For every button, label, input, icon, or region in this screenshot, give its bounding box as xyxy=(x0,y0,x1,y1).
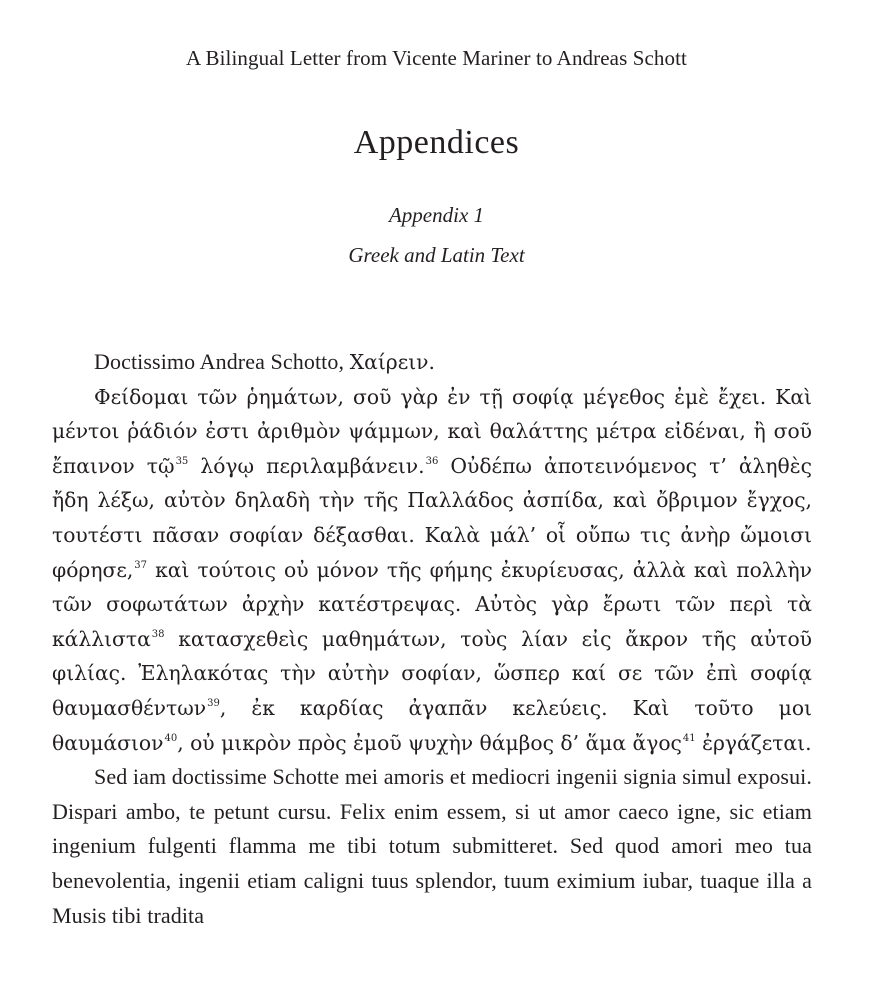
greek-text: Οὐδέπω ἀποτεινόμενος τ’ ἀληθὲς ἤδη λέξω, αὐτὸν δηλαδὴ τὴν τῆς Παλλάδος ἀσπίδα, καὶ ὄβριμον ἔγχος, τουτέστι πᾶσαν σοφίαν δέξασθαι. Καλὰ μάλ’ οἷ οὔπω τις ἀνὴρ ὤμοισι φόρησε, xyxy=(52,453,812,582)
letter-body xyxy=(52,345,812,933)
footnote-ref-41[interactable]: 41 xyxy=(682,732,696,744)
greek-text: Φείδομαι τῶν ῥημάτων, σοῦ γὰρ ἐν τῇ σοφίᾳ μέγεθος ἐμὲ ἔχει. Καὶ μέντοι ῥάδιόν ἐστι ἀριθμὸν ψάμμων, καὶ θαλάττης μέτρα εἰδέναι, ἢ σοῦ ἔπαινον τῷ xyxy=(52,384,812,478)
appendix-label: Appendix 1 xyxy=(388,203,485,227)
salutation-latin: Doctissimo Andrea Schotto, xyxy=(94,349,350,374)
greek-text: , ἐκ καρδίας ἀγαπᾶν κελεύεις. Καὶ τοῦτο μοι θαυμάσιον xyxy=(52,695,812,755)
footnote-ref-38[interactable]: 38 xyxy=(151,628,165,640)
greek-text: καὶ τούτοις οὐ μόνον τῆς φήμης ἐκυρίευσας, ἀλλὰ καὶ πολλὴν τῶν σοφωτάτων ἀρχὴν κατέστρεψας. Αὐτὸς γὰρ ἔρωτι τῶν περὶ τὰ κάλλιστα xyxy=(52,557,812,651)
latin-paragraph: Sed iam doctissime Schotte mei amoris et mediocri ingenii signia simul exposui. Dispari ambo, te petunt cursu. Felix enim essem, si ut amor caeco igne, sic etiam ingenium fulgenti flamma me tibi totum submitteret. Sed quod amori meo tua benevolentia, ingenii etiam caligni tuus splendor, tuum eximium iubar, tuaque illa a Musis tibi tradita xyxy=(52,764,812,928)
greek-text: κατασχεθεὶς μαθημάτων, τοὺς λίαν εἰς ἄκρον τῆς αὐτοῦ φιλίας. Ἐληλακότας τὴν αὐτὴν σοφίαν, ὥσπερ καί σε τῶν ἐπὶ σοφίᾳ θαυμασθέντων xyxy=(52,626,812,720)
appendix-subtitle: Greek and Latin Text xyxy=(348,243,525,267)
section-title: Appendices xyxy=(353,124,520,161)
footnote-ref-36[interactable]: 36 xyxy=(425,455,439,467)
footnote-ref-39[interactable]: 39 xyxy=(207,697,220,709)
greek-text: ἐργάζεται. xyxy=(695,730,812,755)
greek-text: λόγῳ περιλαμβάνειν. xyxy=(188,453,425,478)
footnote-ref-35[interactable]: 35 xyxy=(175,455,189,467)
greek-text: , οὐ μικρὸν πρὸς ἐμοῦ ψυχὴν θάμβος δ’ ἅμα ἄγος xyxy=(177,730,682,755)
greek-paragraph xyxy=(52,380,812,761)
salutation-greek: Χαίρειν. xyxy=(349,350,435,374)
footnote-ref-37[interactable]: 37 xyxy=(134,559,148,571)
salutation xyxy=(52,345,812,380)
running-head: A Bilingual Letter from Vicente Mariner to Andreas Schott xyxy=(186,46,687,70)
footnote-ref-40[interactable]: 40 xyxy=(164,732,178,744)
